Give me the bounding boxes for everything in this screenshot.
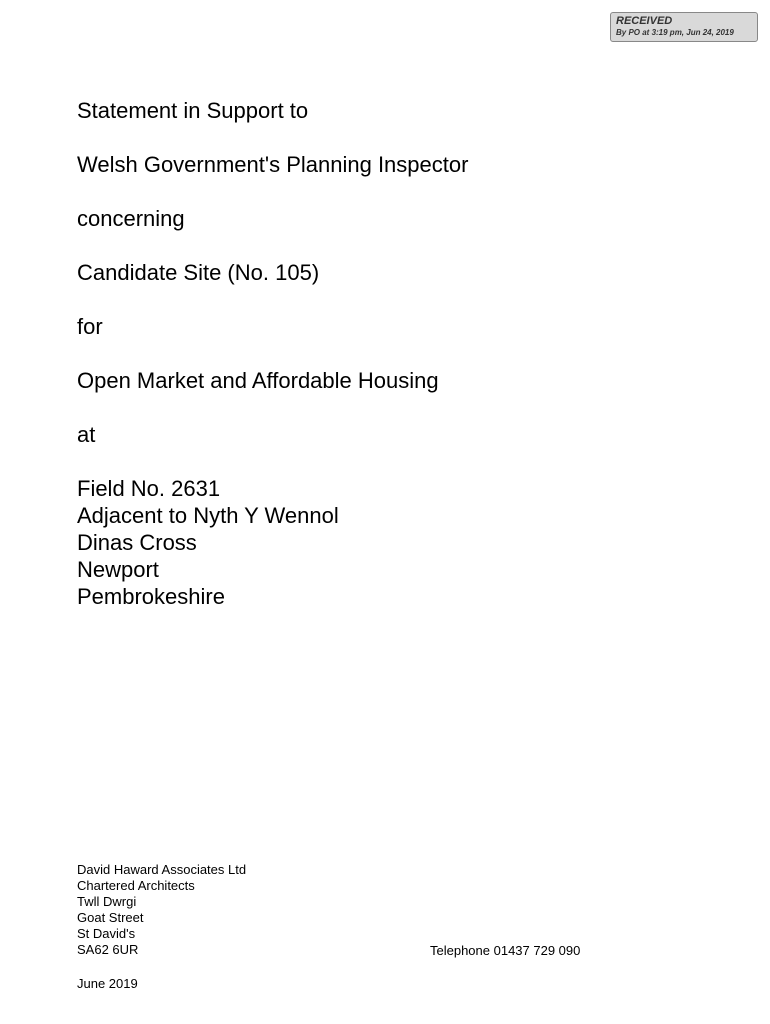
- stamp-detail: By PO at 3:19 pm, Jun 24, 2019: [616, 28, 734, 37]
- site-address-line: Newport: [77, 557, 159, 582]
- site-address-line: Adjacent to Nyth Y Wennol: [77, 503, 339, 528]
- site-address-line: Dinas Cross: [77, 530, 197, 555]
- stamp-title: RECEIVED: [616, 15, 673, 27]
- title-line: Welsh Government's Planning Inspector: [77, 152, 469, 177]
- author-line: St David's: [77, 926, 136, 941]
- received-stamp: [610, 12, 758, 42]
- document-title-block: [77, 97, 468, 610]
- title-line: Candidate Site (No. 105): [77, 260, 320, 285]
- author-address: [77, 862, 246, 958]
- document-date: June 2019: [77, 976, 138, 991]
- title-line: Open Market and Affordable Housing: [77, 368, 439, 393]
- author-line: SA62 6UR: [77, 942, 139, 957]
- title-line: concerning: [77, 206, 185, 231]
- telephone-number: Telephone 01437 729 090: [430, 943, 581, 958]
- author-line: David Haward Associates Ltd: [77, 862, 247, 877]
- title-line: at: [77, 422, 96, 447]
- title-line: for: [77, 314, 103, 339]
- author-line: Goat Street: [77, 910, 144, 925]
- site-address: [77, 475, 468, 610]
- author-line: Chartered Architects: [77, 878, 195, 893]
- site-address-line: Field No. 2631: [77, 476, 221, 501]
- site-address-line: Pembrokeshire: [77, 584, 225, 609]
- author-line: Twll Dwrgi: [77, 894, 137, 909]
- title-line: Statement in Support to: [77, 98, 309, 123]
